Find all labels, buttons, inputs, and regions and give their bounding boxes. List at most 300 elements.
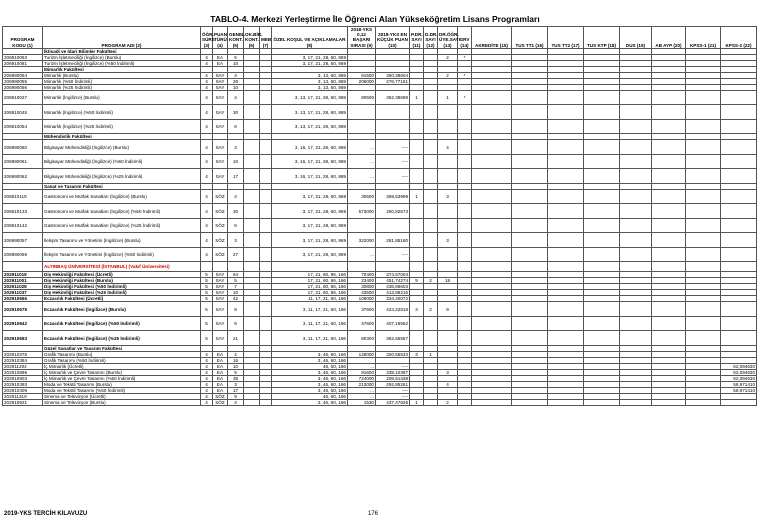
cell-dro: 2	[438, 54, 458, 60]
empty-cell	[3, 262, 43, 272]
cell-dur: 5	[201, 278, 213, 284]
table-row	[3, 218, 757, 233]
empty-cell	[584, 262, 620, 272]
cell-score: ----	[376, 154, 410, 169]
cell-score	[376, 105, 410, 120]
cell-gk: 30	[228, 204, 244, 219]
cell-dur: 5	[201, 331, 213, 346]
cell-ktp	[584, 316, 620, 331]
cell-meb	[260, 90, 272, 105]
cell-cond: 3, 11, 17, 21, 60, 166	[272, 302, 348, 317]
cell-ktp	[584, 247, 620, 262]
cell-dur: 4	[201, 204, 213, 219]
cell-meb	[260, 140, 272, 155]
cell-dro	[438, 218, 458, 233]
cell-tt2	[548, 316, 584, 331]
table-row	[3, 119, 757, 134]
cell-cond: 3, 17, 21, 28, 60, 869	[272, 189, 348, 204]
cell-name: İç Mimarlık ve Çevre Tasarımı (%50 İndirimli)	[43, 375, 201, 381]
cell-cond: 3, 13, 60, 869	[272, 84, 348, 90]
empty-cell	[512, 262, 548, 272]
cell-dur: 4	[201, 351, 213, 357]
cell-tt1	[512, 204, 548, 219]
cell-tt1	[512, 233, 548, 248]
cell-gk: 4	[228, 72, 244, 78]
cell-ok	[244, 189, 260, 204]
cell-ddr	[424, 189, 438, 204]
cell-cond: 3, 46, 60, 166	[272, 375, 348, 381]
cell-cond: 3, 46, 60, 166	[272, 351, 348, 357]
cell-dus	[620, 119, 652, 134]
cell-pt: SAY	[213, 272, 228, 278]
cell-grv	[458, 399, 472, 405]
cell-ab	[652, 233, 686, 248]
cell-dur: 4	[201, 72, 213, 78]
cell-score: 338,10397	[376, 369, 410, 375]
cell-rank: 43500	[348, 290, 376, 296]
cell-meb	[260, 119, 272, 134]
cell-dur: 4	[201, 233, 213, 248]
column-header: TUS TT1 (16)	[512, 27, 548, 49]
cell-meb	[260, 204, 272, 219]
cell-code: 206990062	[3, 169, 43, 184]
cell-rank: 70400	[348, 272, 376, 278]
cell-code: 206990054	[3, 72, 43, 78]
empty-cell	[410, 262, 424, 272]
cell-name: Mimarlık (%50 İndirimli)	[43, 78, 201, 84]
cell-tt2	[548, 140, 584, 155]
empty-cell	[244, 262, 260, 272]
page-number: 176	[368, 511, 379, 517]
cell-ddr	[424, 169, 438, 184]
cell-pt: SAY	[213, 331, 228, 346]
cell-dur: 5	[201, 296, 213, 302]
cell-pt: SAY	[213, 169, 228, 184]
cell-gk: 10	[228, 363, 244, 369]
cell-score: 362,65557	[376, 331, 410, 346]
cell-dro: 4	[438, 140, 458, 155]
cell-code: 202911001	[3, 278, 43, 284]
cell-name: Moda ve Tekstil Tasarımı (%50 İndirimli)	[43, 387, 201, 393]
cell-name: Turizm İşletmeciliği (İngilizce) (%50 İndirimli)	[43, 60, 201, 66]
cell-ktp	[584, 331, 620, 346]
cell-dro: 1	[438, 90, 458, 105]
cell-code: 202910842	[3, 316, 43, 331]
cell-k2	[721, 140, 757, 155]
cell-dus	[620, 154, 652, 169]
cell-gk: 7	[228, 284, 244, 290]
cell-tt1	[512, 169, 548, 184]
cell-tt1	[512, 90, 548, 105]
cell-dus	[620, 331, 652, 346]
cell-akr	[472, 169, 512, 184]
cell-rank: ...	[348, 140, 376, 155]
cell-tt1	[512, 302, 548, 317]
cell-ok	[244, 218, 260, 233]
cell-tt2	[548, 90, 584, 105]
cell-score: ----	[376, 393, 410, 399]
table-row	[3, 189, 757, 204]
cell-dro: 9	[438, 302, 458, 317]
cell-score: 292,85261	[376, 381, 410, 387]
cell-gk: 26	[228, 78, 244, 84]
cell-meb	[260, 399, 272, 405]
cell-ddr	[424, 331, 438, 346]
cell-name: Sinema ve Televizyon (Ücretli)	[43, 393, 201, 399]
programs-table	[2, 26, 757, 406]
cell-cond: 3, 17, 21, 28, 60, 869	[272, 54, 348, 60]
cell-score: ----	[376, 387, 410, 393]
table-row	[3, 399, 757, 405]
cell-rank: 213000	[348, 381, 376, 387]
cell-code: 206990061	[3, 154, 43, 169]
cell-name: Eczacılık Fakültesi (Ücretli)	[43, 296, 201, 302]
cell-rank: 91500	[348, 72, 376, 78]
cell-name: Grafik Tasarımı (%50 İndirimli)	[43, 357, 201, 363]
cell-dro: 3	[438, 233, 458, 248]
cell-dus	[620, 204, 652, 219]
table-body	[3, 48, 757, 405]
cell-score: 362,38699	[376, 90, 410, 105]
cell-code: 206910081	[3, 60, 43, 66]
section-label: Sanat ve Tasarım Fakültesi	[43, 183, 201, 189]
cell-score: ----	[376, 363, 410, 369]
cell-dur: 4	[201, 119, 213, 134]
cell-ddr	[424, 90, 438, 105]
cell-name: Mimarlık (İngilizce) (%25 İndirimli)	[43, 119, 201, 134]
cell-pdr	[410, 169, 424, 184]
cell-k1	[686, 169, 721, 184]
cell-ddr	[424, 218, 438, 233]
cell-ok	[244, 247, 260, 262]
cell-dur: 5	[201, 302, 213, 317]
cell-name: Gastronomi ve Mutfak Sanatları (İngilizce) (Burslu)	[43, 189, 201, 204]
cell-dur: 4	[201, 357, 213, 363]
cell-gk: 10	[228, 84, 244, 90]
cell-name: Mimarlık (%25 İndirimli)	[43, 84, 201, 90]
cell-dur: 4	[201, 78, 213, 84]
cell-score: 250,82673	[376, 204, 410, 219]
cell-pt: SÖZ	[213, 247, 228, 262]
cell-gk: 4	[228, 189, 244, 204]
cell-rank: 37600	[348, 302, 376, 317]
cell-cond: 17, 21, 60, 86, 166	[272, 272, 348, 278]
cell-code: 206990060	[3, 140, 43, 155]
cell-cond: 3, 17, 21, 28, 60, 869	[272, 204, 348, 219]
cell-cond: 3, 13, 17, 21, 28, 60, 869	[272, 119, 348, 134]
cell-tt1	[512, 316, 548, 331]
empty-cell	[213, 262, 228, 272]
cell-pt: SAY	[213, 78, 228, 84]
cell-cond: 3, 17, 21, 28, 60, 869	[272, 247, 348, 262]
cell-tt2	[548, 169, 584, 184]
cell-tt2	[548, 204, 584, 219]
cell-rank: ...	[348, 393, 376, 399]
section-label: Mühendislik Fakültesi	[43, 134, 201, 140]
cell-dur: 4	[201, 399, 213, 405]
cell-ok	[244, 331, 260, 346]
cell-score: 369,53999	[376, 189, 410, 204]
cell-meb	[260, 169, 272, 184]
cell-dro	[438, 169, 458, 184]
cell-ok	[244, 90, 260, 105]
cell-ktp	[584, 204, 620, 219]
cell-meb	[260, 316, 272, 331]
cell-rank: 30800	[348, 284, 376, 290]
cell-name: Gastronomi ve Mutfak Sanatları (İngilizce) (%25 İndirimli)	[43, 218, 201, 233]
cell-pt: SAY	[213, 154, 228, 169]
column-header: GRV (14)	[458, 27, 472, 49]
cell-pt: EA	[213, 369, 228, 375]
cell-rank: 47600	[348, 316, 376, 331]
cell-rank	[348, 119, 376, 134]
cell-ab	[652, 140, 686, 155]
table-row	[3, 169, 757, 184]
cell-cond: 3, 46, 60, 166	[272, 381, 348, 387]
cell-gk: 5	[228, 278, 244, 284]
cell-ok	[244, 119, 260, 134]
column-header: AB AYP (20)	[652, 27, 686, 49]
column-header: DUS (19)	[620, 27, 652, 49]
cell-dro: 3	[438, 189, 458, 204]
cell-pt: EA	[213, 375, 228, 381]
cell-ktp	[584, 90, 620, 105]
empty-cell	[548, 262, 584, 272]
cell-name: Grafik Tasarımı (Burslu)	[43, 351, 201, 357]
cell-k1	[686, 233, 721, 248]
cell-ktp	[584, 119, 620, 134]
cell-grv	[458, 247, 472, 262]
cell-cond: 3, 46, 60, 166	[272, 399, 348, 405]
cell-meb	[260, 233, 272, 248]
cell-cond: 3, 17, 21, 28, 60, 869	[272, 60, 348, 66]
cell-gk: 10	[228, 154, 244, 169]
cell-cond: 46, 60, 166	[272, 363, 348, 369]
cell-gk: 3	[228, 381, 244, 387]
cell-tt1	[512, 154, 548, 169]
cell-ab	[652, 302, 686, 317]
cell-grv	[458, 218, 472, 233]
cell-ok	[244, 399, 260, 405]
cell-name: Diş Hekimliği Fakültesi (%50 İndirimli)	[43, 284, 201, 290]
cell-code: 206990059	[3, 247, 43, 262]
cell-tt1	[512, 247, 548, 262]
university-header-row	[3, 262, 757, 272]
cell-ktp	[584, 399, 620, 405]
cell-cond: 3, 13, 60, 869	[272, 72, 348, 78]
cell-dro	[438, 204, 458, 219]
cell-name: Turizm İşletmeciliği (İngilizce) (Burslu)	[43, 54, 201, 60]
cell-ktp	[584, 140, 620, 155]
cell-rank: 30600	[348, 189, 376, 204]
cell-ok	[244, 204, 260, 219]
cell-cond: 3, 16, 17, 21, 28, 60, 869	[272, 140, 348, 155]
cell-code: 202910409	[3, 387, 43, 393]
cell-akr	[472, 189, 512, 204]
cell-pt: EA	[213, 60, 228, 66]
cell-code: 202910384	[3, 357, 43, 363]
cell-k2	[721, 331, 757, 346]
column-header: PUAN TÜRÜ (4)	[213, 27, 228, 49]
cell-code: 206990056	[3, 84, 43, 90]
cell-score: 208,51438	[376, 375, 410, 381]
cell-akr	[472, 316, 512, 331]
cell-cond: 3, 46, 60, 166	[272, 357, 348, 363]
cell-cond: 3, 13, 17, 21, 28, 60, 869	[272, 90, 348, 105]
cell-gk: 3	[228, 233, 244, 248]
cell-ab	[652, 399, 686, 405]
cell-rank	[348, 218, 376, 233]
cell-pdr	[410, 233, 424, 248]
cell-code: 206910142	[3, 218, 43, 233]
cell-ktp	[584, 189, 620, 204]
cell-ab	[652, 105, 686, 120]
cell-pt: EA	[213, 363, 228, 369]
cell-pdr: 1	[410, 90, 424, 105]
cell-name: Diş Hekimliği Fakültesi (Burslu)	[43, 278, 201, 284]
cell-ddr	[424, 316, 438, 331]
cell-gk: 8	[228, 302, 244, 317]
cell-grv	[458, 169, 472, 184]
cell-dus	[620, 189, 652, 204]
footer-guide-title: 2019-YKS TERCİH KILAVUZU	[4, 511, 88, 517]
cell-rank: 91600	[348, 369, 376, 375]
cell-k2: 58,971410	[721, 387, 757, 393]
cell-k1	[686, 154, 721, 169]
cell-pt: SAY	[213, 284, 228, 290]
cell-grv	[458, 189, 472, 204]
cell-k1	[686, 119, 721, 134]
cell-k1	[686, 399, 721, 405]
cell-rank: ...	[348, 247, 376, 262]
cell-ddr: 2	[424, 278, 438, 284]
cell-pdr: 9	[410, 278, 424, 284]
cell-k2: 62,094630	[721, 363, 757, 369]
cell-grv	[458, 316, 472, 331]
cell-k2	[721, 189, 757, 204]
cell-score: 334,40072	[376, 296, 410, 302]
cell-ktp	[584, 218, 620, 233]
cell-akr	[472, 218, 512, 233]
column-header: D.DR. SAYI (12)	[424, 27, 438, 49]
cell-cond: 3, 17, 21, 28, 60, 869	[272, 233, 348, 248]
cell-gk: 17	[228, 169, 244, 184]
cell-dur: 4	[201, 90, 213, 105]
cell-dur: 4	[201, 154, 213, 169]
cell-grv	[458, 233, 472, 248]
cell-grv: *	[458, 90, 472, 105]
cell-tt2	[548, 233, 584, 248]
cell-code: 202910896	[3, 369, 43, 375]
cell-code: 206910063	[3, 54, 43, 60]
cell-pt: SAY	[213, 296, 228, 302]
cell-k1	[686, 247, 721, 262]
column-header: PROGRAM KODU (1)	[3, 27, 43, 49]
cell-k2	[721, 90, 757, 105]
cell-rank: ...	[348, 169, 376, 184]
cell-pdr	[410, 204, 424, 219]
cell-dus	[620, 218, 652, 233]
cell-rank: 80500	[348, 90, 376, 105]
cell-cond: 3, 13, 17, 21, 28, 60, 869	[272, 105, 348, 120]
cell-rank: 23400	[348, 278, 376, 284]
cell-k1	[686, 189, 721, 204]
cell-code: 202911037	[3, 290, 43, 296]
cell-k1	[686, 140, 721, 155]
cell-gk: 27	[228, 247, 244, 262]
cell-code: 206910133	[3, 204, 43, 219]
cell-ab	[652, 204, 686, 219]
cell-pt: SAY	[213, 316, 228, 331]
cell-k1	[686, 331, 721, 346]
empty-cell	[438, 262, 458, 272]
column-header: 2018-YKS EN KÜÇÜK PUAN (10)	[376, 27, 410, 49]
cell-ktp	[584, 169, 620, 184]
column-header: ÖĞR. SÜRE (3)	[201, 27, 213, 49]
cell-pt: SÖZ	[213, 233, 228, 248]
cell-ab	[652, 154, 686, 169]
cell-k1	[686, 316, 721, 331]
cell-score	[376, 218, 410, 233]
cell-name: Bilgisayar Mühendisliği (İngilizce) (%50 İndirimli)	[43, 154, 201, 169]
cell-dro: 2	[438, 399, 458, 405]
cell-meb	[260, 247, 272, 262]
cell-tt2	[548, 302, 584, 317]
cell-dur: 5	[201, 272, 213, 278]
cell-dur: 4	[201, 247, 213, 262]
cell-dro	[438, 247, 458, 262]
cell-k1	[686, 105, 721, 120]
cell-code: 202910375	[3, 351, 43, 357]
cell-name: Bilgisayar Mühendisliği (İngilizce) (%25 İndirimli)	[43, 169, 201, 184]
cell-code: 206910054	[3, 119, 43, 134]
cell-k2: 58,971410	[721, 381, 757, 387]
cell-akr	[472, 399, 512, 405]
cell-k1	[686, 218, 721, 233]
cell-pt: EA	[213, 381, 228, 387]
cell-name: İç Mimarlık (Ücretli)	[43, 363, 201, 369]
cell-score: ----	[376, 247, 410, 262]
table-row	[3, 204, 757, 219]
cell-ab	[652, 218, 686, 233]
cell-k1	[686, 90, 721, 105]
cell-meb	[260, 189, 272, 204]
cell-ddr	[424, 119, 438, 134]
empty-cell	[721, 262, 757, 272]
cell-pdr	[410, 316, 424, 331]
cell-pt: EA	[213, 351, 228, 357]
section-label: İktisadi ve İdari Bilimler Fakültesi	[43, 48, 201, 54]
cell-cond: 17, 21, 60, 86, 166	[272, 278, 348, 284]
cell-name: İletişim Tasarımı ve Yönetimi (İngilizce) (Burslu)	[43, 233, 201, 248]
table-row	[3, 316, 757, 331]
table-row	[3, 302, 757, 317]
cell-grv	[458, 105, 472, 120]
section-label: Mimarlık Fakültesi	[43, 66, 201, 72]
cell-tt1	[512, 218, 548, 233]
cell-pdr	[410, 140, 424, 155]
cell-rank: 322000	[348, 233, 376, 248]
cell-dro	[438, 154, 458, 169]
cell-score: 424,22818	[376, 302, 410, 317]
cell-grv	[458, 302, 472, 317]
cell-akr	[472, 204, 512, 219]
cell-pdr: 3	[410, 351, 424, 357]
cell-dus	[620, 90, 652, 105]
cell-code: 202911019	[3, 272, 43, 278]
cell-code: 202910921	[3, 399, 43, 405]
cell-cond: 17, 21, 60, 86, 166	[272, 290, 348, 296]
